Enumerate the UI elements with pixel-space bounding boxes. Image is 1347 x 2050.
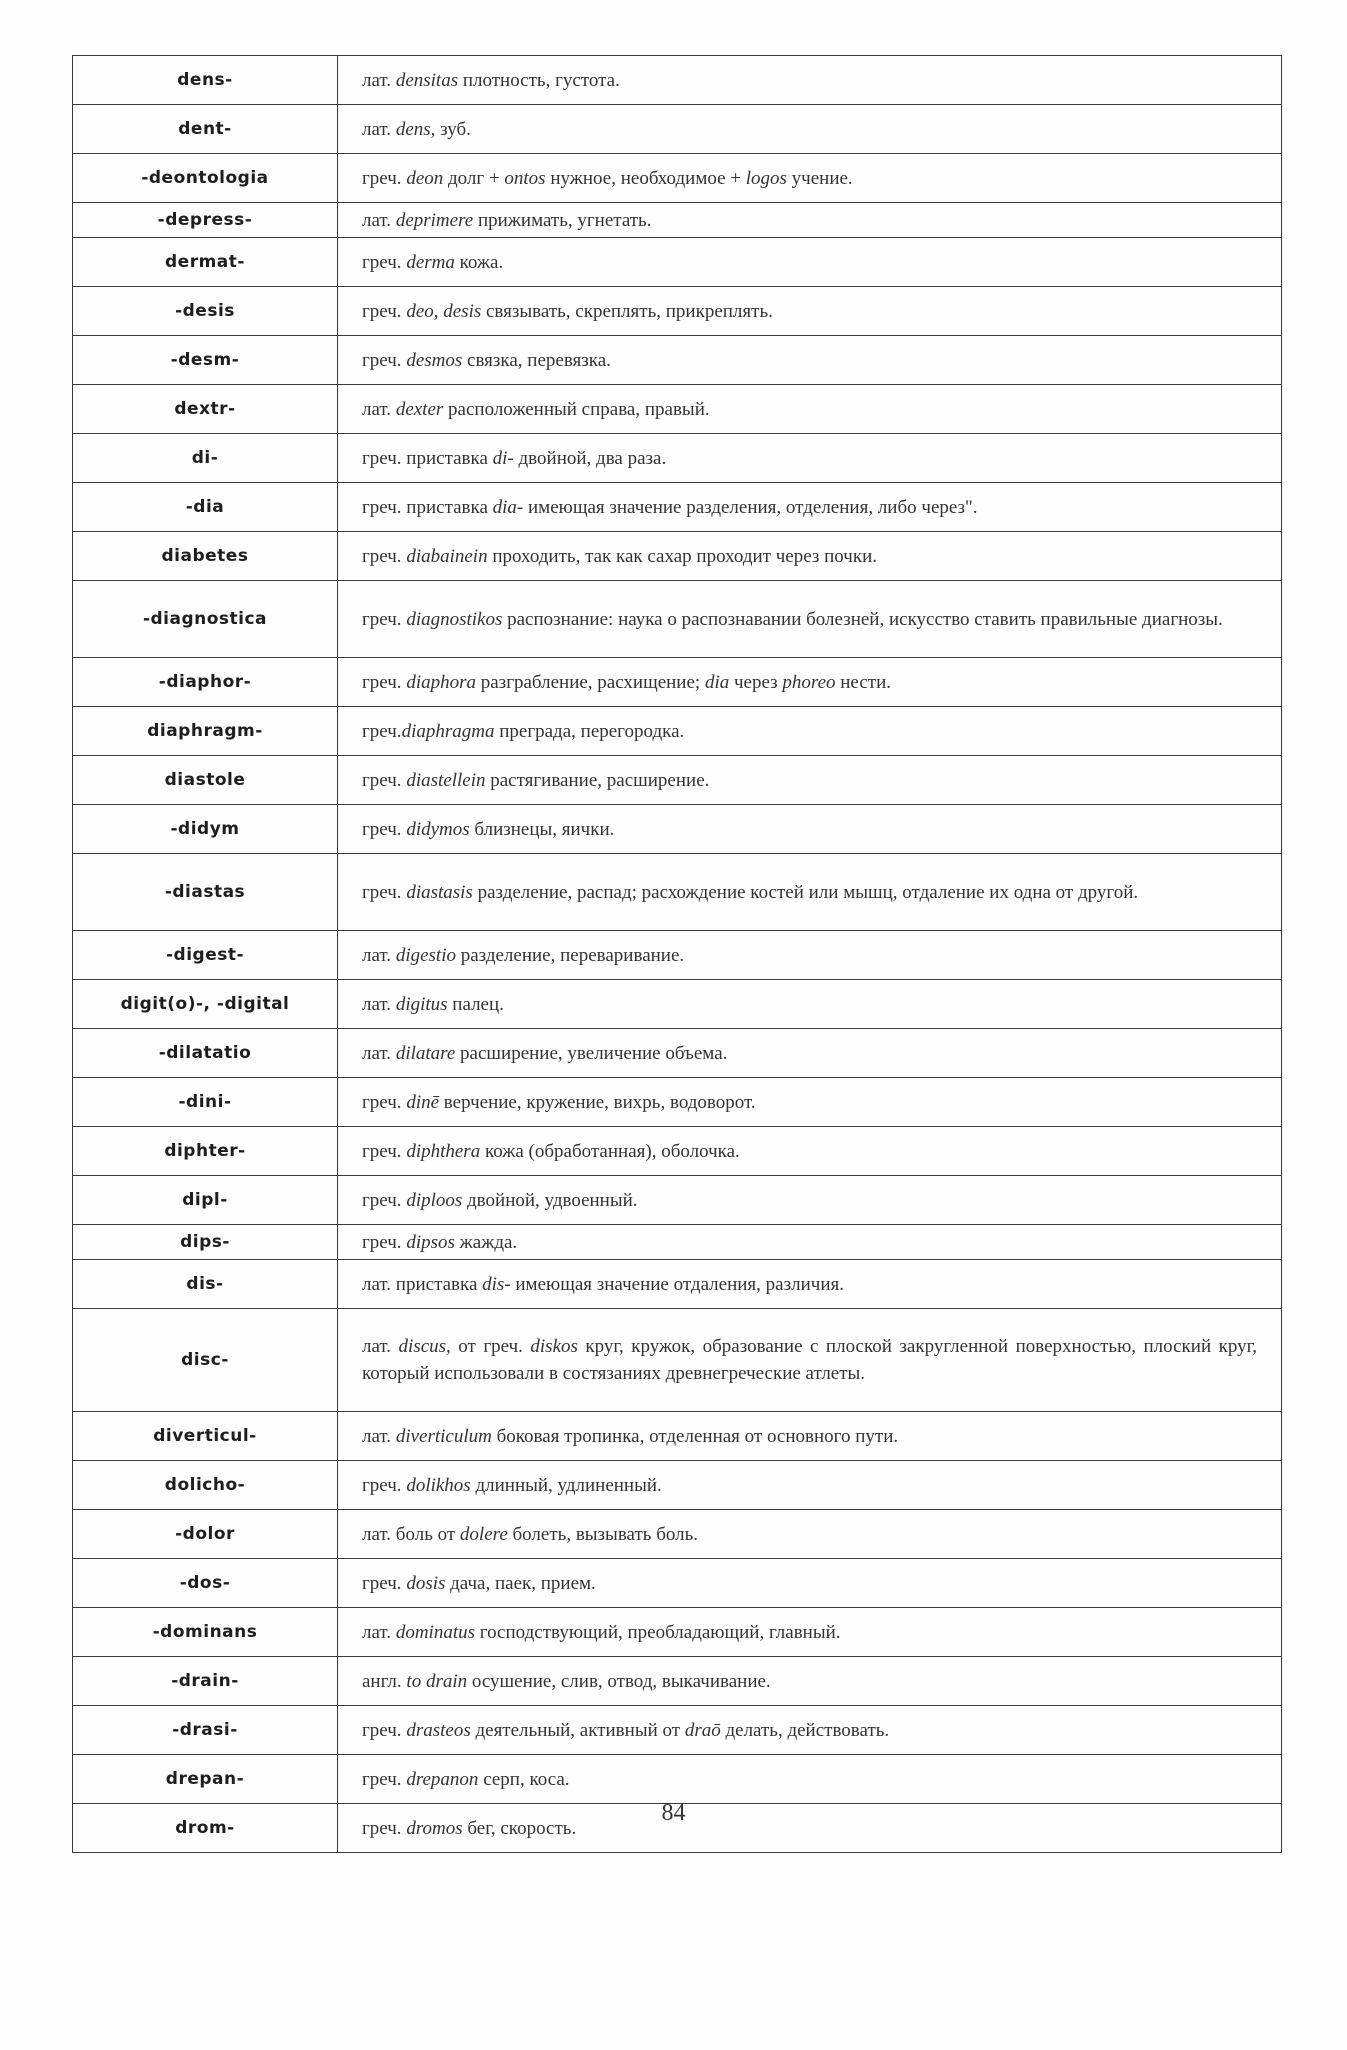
definition-text: греч. [362, 1231, 407, 1253]
etymon-text: diverticulum [395, 1425, 492, 1447]
definition-text: греч. [362, 608, 407, 630]
definition-text: греч. [362, 1768, 407, 1790]
definition-text: кожа (обработанная), оболочка. [480, 1140, 740, 1162]
etymon-text: diphthera [406, 1140, 481, 1162]
definition-cell [338, 56, 1282, 105]
etymon-text: deon [406, 167, 444, 189]
definition-text: разграбление, расхищение; [476, 671, 705, 693]
definition-cell [338, 1225, 1282, 1260]
table-row [73, 854, 1282, 931]
etymon-text: diastellein [406, 769, 486, 791]
definition-text: лат. [362, 1621, 396, 1643]
term-cell: diaphragm- [73, 707, 338, 756]
definition-text: связка, перевязка. [462, 349, 611, 371]
term-cell: di- [73, 434, 338, 483]
definition-text: греч. [362, 1817, 407, 1839]
definition-text: серп, коса. [478, 1768, 570, 1790]
definition-text: греч. [362, 1474, 407, 1496]
definition-text: лат. [362, 1336, 399, 1357]
term-cell: dis- [73, 1260, 338, 1309]
etymon-text: deo, desis [406, 300, 482, 322]
etymon-text: phoreo [782, 671, 836, 693]
etymon-text: dromos [406, 1817, 463, 1839]
definition-cell [338, 154, 1282, 203]
table-row [73, 1078, 1282, 1127]
definition-text: лат. [362, 209, 396, 231]
etymon-text: diploos [406, 1189, 463, 1211]
table-row [73, 931, 1282, 980]
definition-text: долг + [443, 167, 505, 189]
table-row [73, 756, 1282, 805]
definition-cell [338, 1412, 1282, 1461]
table-row [73, 203, 1282, 238]
term-cell: diverticul- [73, 1412, 338, 1461]
term-cell: dent- [73, 105, 338, 154]
table-row [73, 336, 1282, 385]
definition-text: лат. [362, 69, 396, 91]
definition-cell [338, 238, 1282, 287]
definition-text: греч. [362, 1572, 407, 1594]
definition-cell [338, 805, 1282, 854]
definition-text: разделение, распад; расхождение костей или мышц, отдаление их одна от другой. [472, 881, 1139, 903]
definition-cell [338, 532, 1282, 581]
term-cell: -didym [73, 805, 338, 854]
definition-text: греч. [362, 251, 407, 273]
definition-text: разделение, переваривание. [455, 944, 685, 966]
term-cell: dermat- [73, 238, 338, 287]
term-cell: -dilatatio [73, 1029, 338, 1078]
definition-text: лат. [362, 118, 396, 140]
etymon-text: digestio [395, 944, 456, 966]
definition-cell [338, 1559, 1282, 1608]
definition-text: имеющая значение разделения, отделения, либо через". [523, 496, 978, 518]
table-row [73, 56, 1282, 105]
definition-text: проходить, так как сахар проходит через почки. [487, 545, 878, 567]
definition-text: греч. [362, 349, 407, 371]
etymon-text: dilatare [395, 1042, 456, 1064]
table-row [73, 1608, 1282, 1657]
definition-text: деятельный, активный от [470, 1719, 685, 1741]
definition-text: лат. приставка [362, 1273, 483, 1295]
definition-text: расположенный справа, правый. [443, 398, 710, 420]
definition-cell [338, 756, 1282, 805]
definition-text: греч. [362, 1719, 407, 1741]
definition-cell [338, 1078, 1282, 1127]
definition-text: лат. [362, 1425, 396, 1447]
definition-text: через [729, 671, 783, 693]
etymon-text: dens [395, 118, 431, 140]
definition-text: прижимать, угнетать. [473, 209, 652, 231]
etymon-text: dominatus [395, 1621, 475, 1643]
table-row [73, 707, 1282, 756]
etymon-text: diabainein [406, 545, 488, 567]
definition-cell [338, 1510, 1282, 1559]
term-cell: -dolor [73, 1510, 338, 1559]
definition-text: расширение, увеличение объема. [455, 1042, 728, 1064]
etymon-text: diaphragma [401, 720, 495, 742]
table-row [73, 805, 1282, 854]
definition-text: круг, кружок, образование с плоской закругленной поверхностью, плоский круг, который использовали в состязаниях древнегреческие атлеты. [362, 1336, 1257, 1384]
definition-cell [338, 105, 1282, 154]
definition-text: греч. приставка [362, 496, 493, 518]
term-cell: diphter- [73, 1127, 338, 1176]
definition-text: греч. [362, 1140, 407, 1162]
etymon-text: diaphora [406, 671, 476, 693]
term-cell: -digest- [73, 931, 338, 980]
term-cell: -depress- [73, 203, 338, 238]
term-cell: -dos- [73, 1559, 338, 1608]
table-row [73, 532, 1282, 581]
definition-text: , от греч. [446, 1336, 531, 1357]
table-row [73, 1260, 1282, 1309]
definition-text: лат. [362, 993, 396, 1015]
definition-text: близнецы, яички. [469, 818, 615, 840]
definition-text: делать, действовать. [720, 1719, 890, 1741]
etymon-text: draō [684, 1719, 721, 1741]
definition-cell [338, 1461, 1282, 1510]
definition-cell [338, 203, 1282, 238]
definition-text: бег, скорость. [462, 1817, 577, 1839]
definition-text: греч. [362, 671, 407, 693]
etymon-text: dolikhos [406, 1474, 471, 1496]
etymon-text: digitus [395, 993, 448, 1015]
etymon-text: didymos [406, 818, 470, 840]
definition-text: жажда. [454, 1231, 518, 1253]
table-row [73, 385, 1282, 434]
definition-cell [338, 1176, 1282, 1225]
term-cell: -drain- [73, 1657, 338, 1706]
term-cell: dips- [73, 1225, 338, 1260]
definition-text: , зуб. [430, 118, 471, 140]
etymon-text: diastasis [406, 881, 473, 903]
terms-table [72, 55, 1282, 1853]
definition-text: лат. боль от [362, 1523, 460, 1545]
etymon-text: dia- [492, 496, 524, 518]
etymon-text: deprimere [395, 209, 474, 231]
definition-text: греч. [362, 167, 407, 189]
term-cell: dipl- [73, 1176, 338, 1225]
terms-table-body [73, 56, 1282, 1853]
etymon-text: logos [745, 167, 787, 189]
definition-text: греч. [362, 545, 407, 567]
table-row [73, 1510, 1282, 1559]
term-cell: disc- [73, 1309, 338, 1412]
definition-cell [338, 1260, 1282, 1309]
definition-text: двойной, два раза. [513, 447, 667, 469]
definition-text: греч. [362, 769, 407, 791]
term-cell: -dominans [73, 1608, 338, 1657]
definition-text: боковая тропинка, отделенная от основного пути. [491, 1425, 899, 1447]
definition-text: связывать, скреплять, прикреплять. [481, 300, 773, 322]
definition-text: греч. [362, 1091, 407, 1113]
term-cell: dolicho- [73, 1461, 338, 1510]
definition-cell [338, 581, 1282, 658]
table-row [73, 581, 1282, 658]
term-cell: -diaphor- [73, 658, 338, 707]
etymon-text: to drain [406, 1670, 468, 1692]
definition-text: греч. [362, 720, 402, 742]
term-cell: diabetes [73, 532, 338, 581]
table-row [73, 483, 1282, 532]
etymon-text: dinē [406, 1091, 440, 1113]
definition-cell [338, 1309, 1282, 1412]
page-number: 84 [661, 1800, 686, 1826]
definition-text: греч. [362, 300, 407, 322]
term-cell: -diastas [73, 854, 338, 931]
term-cell: drom- [73, 1804, 338, 1853]
table-row [73, 434, 1282, 483]
term-cell: dextr- [73, 385, 338, 434]
definition-text: нести. [835, 671, 891, 693]
definition-cell [338, 1755, 1282, 1804]
definition-text: греч. [362, 881, 407, 903]
table-row [73, 154, 1282, 203]
definition-text: греч. [362, 818, 407, 840]
etymon-text: dexter [395, 398, 444, 420]
definition-text: лат. [362, 944, 396, 966]
definition-cell [338, 483, 1282, 532]
term-cell: -dia [73, 483, 338, 532]
definition-cell [338, 854, 1282, 931]
table-row [73, 1225, 1282, 1260]
table-row [73, 1127, 1282, 1176]
etymon-text: drasteos [406, 1719, 471, 1741]
definition-text: греч. [362, 1189, 407, 1211]
etymon-text: dipsos [406, 1231, 455, 1253]
definition-text: двойной, удвоенный. [462, 1189, 638, 1211]
table-row [73, 1706, 1282, 1755]
definition-text: осушение, слив, отвод, выкачивание. [467, 1670, 771, 1692]
definition-text: имеющая значение отдаления, различия. [510, 1273, 844, 1295]
term-cell: -dini- [73, 1078, 338, 1127]
etymon-text: desmos [406, 349, 463, 371]
definition-text: болеть, вызывать боль. [507, 1523, 699, 1545]
definition-cell [338, 658, 1282, 707]
table-row [73, 105, 1282, 154]
table-row [73, 287, 1282, 336]
definition-text: растягивание, расширение. [485, 769, 710, 791]
table-row [73, 1755, 1282, 1804]
definition-cell [338, 1657, 1282, 1706]
definition-cell [338, 1706, 1282, 1755]
table-row [73, 1176, 1282, 1225]
etymon-text: ontos [504, 167, 546, 189]
term-cell: dens- [73, 56, 338, 105]
definition-text: палец. [447, 993, 504, 1015]
definition-text: лат. [362, 1042, 396, 1064]
term-cell: -diagnostica [73, 581, 338, 658]
definition-text: плотность, густота. [458, 69, 620, 91]
etymon-text: densitas [395, 69, 459, 91]
term-cell: -desm- [73, 336, 338, 385]
etymon-text: dia [704, 671, 730, 693]
term-cell: digit(o)-, -digital [73, 980, 338, 1029]
etymon-text: diagnostikos [406, 608, 503, 630]
etymon-text: di- [492, 447, 514, 469]
term-cell: diastole [73, 756, 338, 805]
definition-cell [338, 980, 1282, 1029]
definition-cell [338, 1608, 1282, 1657]
etymon-text: diskos [530, 1336, 578, 1357]
definition-text: распознание: наука о распознавании болезней, искусство ставить правильные диагнозы. [502, 608, 1223, 630]
definition-text: длинный, удлиненный. [470, 1474, 662, 1496]
definition-cell [338, 707, 1282, 756]
definition-text: англ. [362, 1670, 407, 1692]
etymon-text: derma [406, 251, 455, 273]
definition-cell [338, 287, 1282, 336]
table-row [73, 1309, 1282, 1412]
table-row [73, 238, 1282, 287]
table-row [73, 1029, 1282, 1078]
table-row [73, 1412, 1282, 1461]
etymon-text: dis- [482, 1273, 511, 1295]
definition-cell [338, 931, 1282, 980]
table-row [73, 1461, 1282, 1510]
term-cell: -drasi- [73, 1706, 338, 1755]
etymon-text: dosis [406, 1572, 446, 1594]
table-row [73, 658, 1282, 707]
definition-text: нужное, необходимое + [545, 167, 746, 189]
definition-text: верчение, кружение, вихрь, водоворот. [439, 1091, 756, 1113]
definition-cell [338, 1029, 1282, 1078]
definition-text: греч. приставка [362, 447, 493, 469]
definition-text: кожа. [454, 251, 504, 273]
etymon-text: discus [398, 1336, 447, 1357]
definition-text: дача, паек, прием. [445, 1572, 596, 1594]
table-row [73, 1657, 1282, 1706]
etymon-text: dolere [459, 1523, 508, 1545]
definition-text: лат. [362, 398, 396, 420]
table-row [73, 980, 1282, 1029]
term-cell: -deontologia [73, 154, 338, 203]
definition-text: преграда, перегородка. [494, 720, 685, 742]
table-row [73, 1559, 1282, 1608]
definition-text: господствующий, преобладающий, главный. [475, 1621, 841, 1643]
definition-cell [338, 1127, 1282, 1176]
definition-cell [338, 385, 1282, 434]
definition-text: учение. [786, 167, 853, 189]
definition-cell [338, 336, 1282, 385]
term-cell: -desis [73, 287, 338, 336]
etymon-text: drepanon [406, 1768, 479, 1790]
definition-cell [338, 434, 1282, 483]
term-cell: drepan- [73, 1755, 338, 1804]
